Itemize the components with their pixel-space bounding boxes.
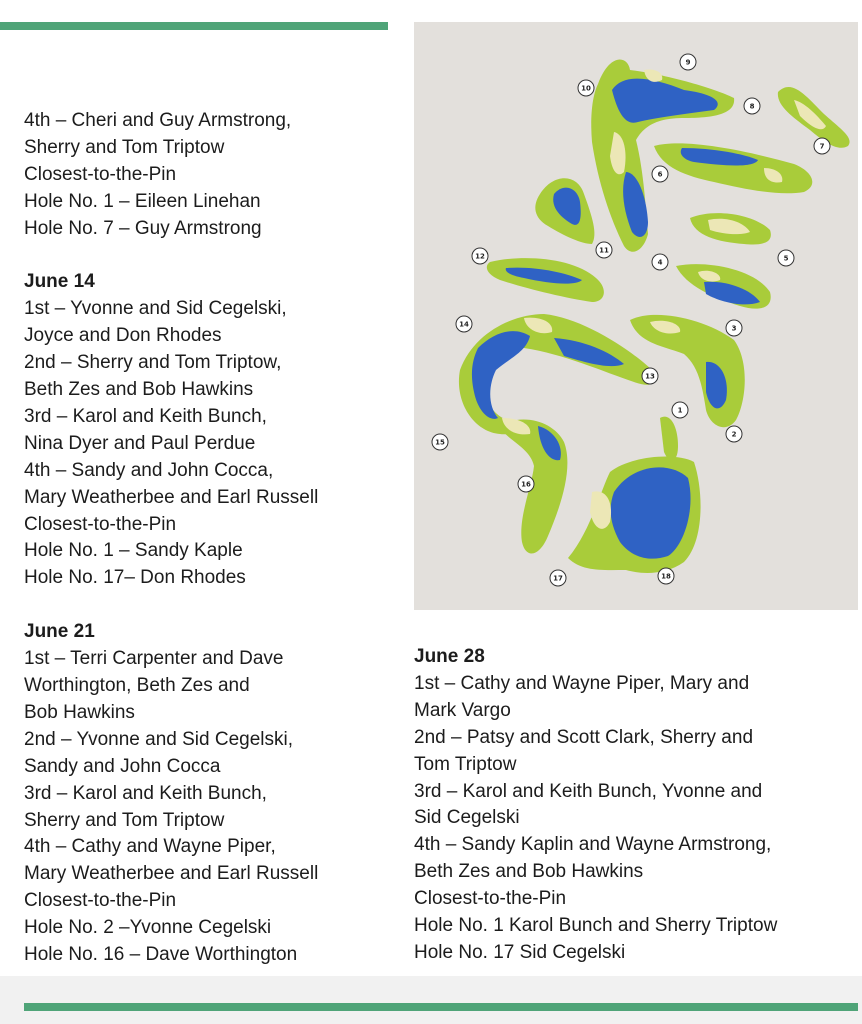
hole-14-layout [459,314,656,434]
result-line: 1st – Cathy and Wayne Piper, Mary and [414,672,750,694]
result-line: Joyce and Don Rhodes [24,325,222,347]
result-line: Hole No. 7 – Guy Armstrong [24,217,262,239]
result-line: Mary Weatherbee and Earl Russell [24,863,319,885]
hole-12-layout [487,258,604,302]
section-gap [24,243,318,270]
hole-4-layout [676,264,771,309]
hole-number-label: 17 [553,574,563,583]
hole-marker-12 [472,248,488,264]
result-line: 1st – Terri Carpenter and Dave [24,648,284,670]
result-line: 4th – Sandy Kaplin and Wayne Armstrong, [414,834,772,856]
hole-number-label: 10 [581,84,591,93]
result-line: Beth Zes and Bob Hawkins [24,379,254,401]
result-line: 3rd – Karol and Keith Bunch, Yvonne and [414,780,763,802]
result-line: Bob Hawkins [24,701,135,723]
result-line: Mark Vargo [414,699,511,721]
result-line: Hole No. 17– Don Rhodes [24,567,246,589]
result-line: Worthington, Beth Zes and [24,675,250,696]
hole-number-label: 3 [731,324,737,333]
course-map-drawing [414,22,858,610]
result-line: Mary Weatherbee and Earl Russell [24,486,319,508]
hole-number-label: 2 [731,430,737,439]
hole-marker-8 [744,98,760,114]
result-line: 1st – Yvonne and Sid Cegelski, [24,298,287,320]
result-line: 4th – Cheri and Guy Armstrong, [24,110,292,131]
footer-band [0,976,862,1024]
result-line: Hole No. 2 –Yvonne Cegelski [24,917,272,939]
hole-18-layout [568,417,701,573]
hole-number-label: 15 [435,438,445,447]
section-heading-june-21: June 21 [24,621,95,643]
hole-marker-4 [652,254,668,270]
hole-marker-15 [432,434,448,450]
hole-5-layout [690,213,771,244]
result-line: Closest-to-the-Pin [414,888,567,910]
result-line: 2nd – Patsy and Scott Clark, Sherry and [414,726,754,748]
result-line: Sid Cegelski [414,807,520,829]
hole-number-label: 4 [657,258,663,267]
hole-marker-6 [652,166,668,182]
result-line: Beth Zes and Bob Hawkins [414,861,644,883]
result-line: Nina Dyer and Paul Perdue [24,432,256,454]
hole-number-label: 12 [475,252,485,261]
result-line: Sherry and Tom Triptow [24,809,225,831]
hole-marker-16 [518,476,534,492]
hole-marker-9 [680,54,696,70]
section-gap [24,592,318,619]
hole-marker-7 [814,138,830,154]
hole-number-label: 8 [749,102,755,111]
section-heading-june-28: June 28 [414,646,485,667]
hole-number-label: 1 [677,406,683,415]
result-line: 3rd – Karol and Keith Bunch, [24,782,267,804]
hole-marker-2 [726,426,742,442]
result-line: 4th – Cathy and Wayne Piper, [24,836,276,858]
result-line: 3rd – Karol and Keith Bunch, [24,405,267,427]
result-line: Tom Triptow [414,753,517,775]
hole-marker-10 [578,80,594,96]
result-line: Closest-to-the-Pin [24,513,177,535]
result-line: Hole No. 17 Sid Cegelski [414,941,626,963]
hole-11-layout [535,178,594,244]
hole-6-layout [654,143,812,193]
hole-marker-18 [658,568,674,584]
hole-marker-13 [642,368,658,384]
hole-marker-5 [778,250,794,266]
hole-marker-3 [726,320,742,336]
golf-course-map [414,22,858,610]
hole-number-label: 7 [819,142,825,151]
hole-number-label: 5 [783,254,789,263]
hole-number-label: 6 [657,170,663,179]
hole-marker-17 [550,570,566,586]
result-line: 2nd – Sherry and Tom Triptow, [24,352,282,374]
hole-number-label: 11 [599,246,609,255]
result-line: 4th – Sandy and John Cocca, [24,459,274,481]
results-right-column [414,644,777,967]
result-line: Sherry and Tom Triptow [24,136,225,158]
result-line: Hole No. 1 – Eileen Linehan [24,190,261,212]
section-heading-june-14: June 14 [24,271,95,293]
top-accent-rule [0,22,388,30]
hole-number-label: 18 [661,572,671,581]
hole-marker-11 [596,242,612,258]
hole-8-layout [778,87,850,148]
result-line: Hole No. 1 – Sandy Kaple [24,540,243,562]
hole-marker-14 [456,316,472,332]
result-line: Hole No. 16 – Dave Worthington [24,944,298,966]
hole-number-label: 9 [685,58,691,67]
result-line: Hole No. 1 Karol Bunch and Sherry Triptow [414,915,778,937]
hole-number-label: 14 [459,320,469,329]
result-line: Closest-to-the-Pin [24,890,177,912]
bottom-accent-rule [24,1003,858,1011]
result-line: 2nd – Yvonne and Sid Cegelski, [24,728,294,750]
hole-number-label: 13 [645,372,655,381]
result-line: Closest-to-the-Pin [24,163,177,185]
hole-marker-1 [672,402,688,418]
results-left-column [24,108,318,969]
result-line: Sandy and John Cocca [24,755,221,777]
hole-number-label: 16 [521,480,531,489]
